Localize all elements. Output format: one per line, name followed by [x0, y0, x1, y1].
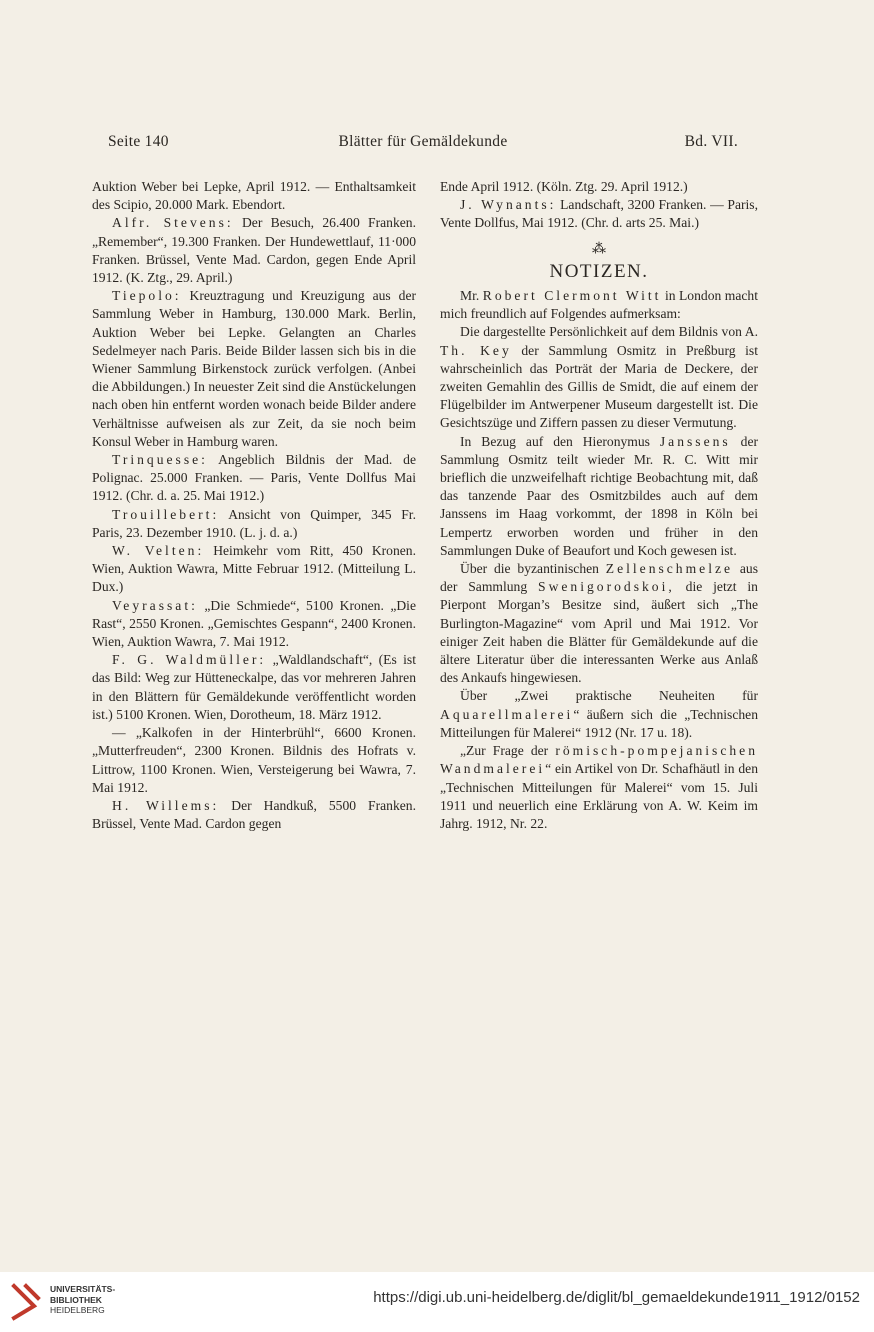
left-column — [92, 178, 416, 833]
ornament-icon: ⁂ — [592, 241, 606, 257]
paragraph: In Bezug auf den Hieronymus Janssens der Sammlung Osmitz teilt wieder Mr. R. C. Witt mir brieflich die unzweifelhaft richtige Beobachtung mit, daß das tanzende Paar des Osmitzbildes auch auf dem Janssens im Haag vorkommt, der 1898 in Köln bei Lempertz erworben worden und früher in den Sammlungen Duke of Beaufort und Koch gewesen ist. — [440, 433, 759, 558]
paragraph: „Zur Frage der römisch-pompejanischen Wandmalerei“ ein Artikel von Dr. Schafhäutl in den „Technischen Mitteilungen für Malerei“ vom 15. Juli 1911 und neuerlich eine Erklärung von A. W. Keim im Jahrg. 1912, Nr. 22. — [440, 743, 758, 831]
person-name: Robert Clermont Witt — [482, 288, 662, 304]
collection-name: Swenigorodskoi, — [538, 579, 675, 595]
page-number: Seite 140 — [108, 133, 169, 150]
topic-name: Aquarellmalerei — [440, 706, 574, 722]
paragraph: Tiepolo: Kreuztragung und Kreuzigung aus der Sammlung Weber in Hamburg, 130.000 Mark. Berlin, Auktion Weber bei Lepke. Gelangten an Charles Sedelmeyer nach Paris. Beide Bilder lassen sich bis in die Wiener Sammlung Birkenstock zurück verfolgen. (Anbei die Abbildungen.) In neuester Zeit sind die Anstückelungen nach oben hin entfernt worden wonach beide Bilder andere Verhältnisse aufweisen als zur Zeit, da sie noch beim Konsul Weber in Hamburg waren. — [92, 288, 416, 449]
paragraph: F. G. Waldmüller: „Waldlandschaft“, (Es ist das Bild: Weg zur Hütteneckalpe, das vor mehreren Jahren in den Blättern für Gemäldekunde veröffentlicht worden ist.) 5100 Kronen. Wien, Dorotheum, 18. März 1912. — [92, 652, 416, 722]
artist-name: Th. Key — [440, 342, 512, 358]
permalink-url[interactable]: https://digi.ub.uni-heidelberg.de/diglit/bl_gemaeldekunde1911_1912/0152 — [373, 1289, 860, 1306]
viewer-footer — [0, 1272, 874, 1332]
paragraph: Trouillebert: Ansicht von Quimper, 345 Fr. Paris, 23. Dezember 1910. (L. j. d. a.) — [92, 506, 416, 540]
paragraph: Alfr. Stevens: Der Besuch, 26.400 Franken. „Remember“, 19.300 Franken. Der Hundewettlauf, 11·000 Franken. Brüssel, Vente Mad. Cardon, gegen Ende April 1912. (K. Ztg., 29. April.) — [92, 215, 416, 286]
artist-name: F. G. Waldmüller: — [112, 652, 267, 668]
paragraph: J. Wynants: Landschaft, 3200 Franken. — Paris, Vente Dollfus, Mai 1912. (Chr. d. arts 25. Mai.) — [440, 197, 758, 231]
paragraph: Trinquesse: Angeblich Bildnis der Mad. de Polignac. 25.000 Franken. — Paris, Vente Dollfus Mai 1912. (Chr. d. a. 25. Mai 1912.) — [92, 452, 416, 504]
paragraph: W. Velten: Heimkehr vom Ritt, 450 Kronen. Wien, Auktion Wawra, Mitte Februar 1912. (Mitteilung L. Dux.) — [92, 543, 416, 595]
artist-name: Trouillebert: — [112, 506, 220, 522]
artist-name: Trinquesse: — [112, 452, 208, 468]
paragraph: Ende April 1912. (Köln. Ztg. 29. April 1912.) — [440, 179, 688, 194]
paragraph: H. Willems: Der Handkuß, 5500 Franken. Brüssel, Vente Mad. Cardon gegen — [92, 797, 416, 832]
volume-label: Bd. VII. — [684, 133, 738, 150]
topic-name: römisch-pompejanischen Wandmalerei — [440, 743, 758, 777]
paragraph: Die dargestellte Persönlichkeit auf dem Bildnis von A. Th. Key der Sammlung Osmitz in Preßburg ist wahrscheinlich das Porträt der Maria de Deckere, der zweiten Gemahlin des Gillis de Smidt, die auf einem der Flügelbilder im Antwerpener Museum dargestellt ist. Die Gesichtszüge und Ziffern passen zu dieser Vermutung. — [440, 324, 758, 431]
right-column — [440, 178, 758, 833]
university-library-logo-icon — [8, 1278, 44, 1324]
artist-name: W. Velten: — [112, 543, 205, 559]
paragraph: — „Kalkofen in der Hinterbrühl“, 6600 Kronen. „Mutterfreuden“, 2300 Kronen. Bildnis des Hofrats v. Littrow, 1100 Kronen. Wien, Versteigerung bei Wawra, 7. Mai 1912. — [92, 725, 416, 795]
paragraph: Veyrassat: „Die Schmiede“, 5100 Kronen. „Die Rast“, 2550 Kronen. „Gemischtes Gespann“, 2400 Kronen. Wien, Auktion Wawra, 7. Mai 1912. — [92, 597, 416, 650]
artist-name: J. Wynants: — [460, 197, 557, 213]
artist-name: Alfr. Stevens: — [112, 215, 234, 231]
section-heading: NOTIZEN. — [549, 260, 649, 282]
paragraph: Auktion Weber bei Lepke, April 1912. — Enthaltsamkeit des Scipio, 20.000 Mark. Ebendort. — [92, 179, 416, 213]
artist-name: Janssens — [659, 433, 731, 449]
artist-name: H. Willems: — [112, 797, 220, 813]
artist-name: Tiepolo: — [112, 288, 182, 304]
paragraph: Über „Zwei praktische Neuheiten für Aquarellmalerei“ äußern sich die „Technischen Mitteilungen für Malerei“ 1912 (Nr. 17 u. 18). — [440, 688, 758, 740]
paragraph: Über die byzantinischen Zellenschmelze aus der Sammlung Swenigorodskoi, die jetzt in Pierpont Morgan’s Besitze sind, äußert sich „The Burlington-Magazine“ vom April und Mai 1912. Vor einiger Zeit haben die Blätter für Gemäldekunde auf die ältere Literatur über die interessanten Werke aus Anlaß des Ankaufs hingewiesen. — [440, 561, 758, 686]
journal-title: Blätter für Gemäldekunde — [338, 133, 508, 150]
paragraph: Mr. Robert Clermont Witt in London macht mich freundlich auf Folgendes aufmerksam: — [440, 288, 758, 322]
topic-name: Zellenschmelze — [605, 561, 734, 577]
artist-name: Veyrassat: — [112, 597, 198, 613]
running-header — [108, 133, 738, 157]
library-name: UNIVERSITÄTS- BIBLIOTHEK HEIDELBERG — [50, 1284, 116, 1315]
